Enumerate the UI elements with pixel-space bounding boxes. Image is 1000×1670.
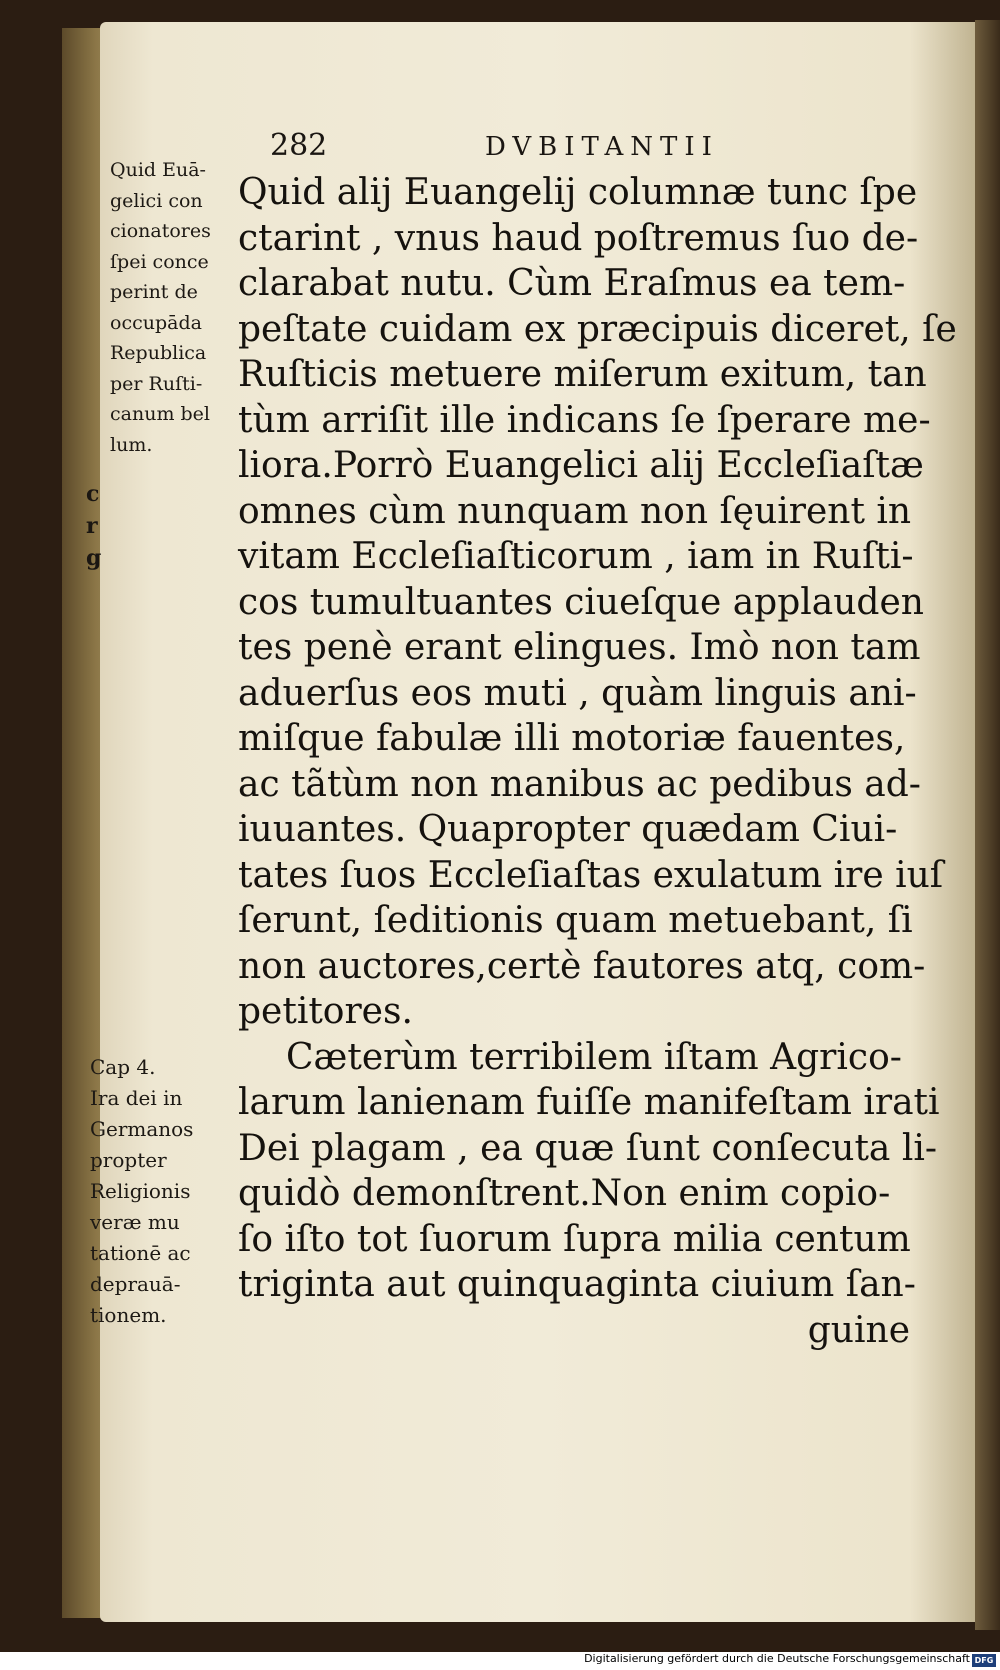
marginal-line: veræ mu xyxy=(90,1210,180,1234)
text-line: tates ſuos Eccleſiaſtas exulatum ire iuſ xyxy=(238,854,944,896)
text-line: tùm arriſit ille indicans ſe ſperare me- xyxy=(238,399,931,441)
marginal-line: Quid Euā- xyxy=(110,159,206,181)
text-line: Quid alij Euangelij columnæ tunc ſpe xyxy=(238,172,918,213)
text-line: triginta aut quinquaginta ciuium ſan- xyxy=(238,1264,916,1305)
text-line: liora.Porrò Euangelici alij Eccleſiaſtæ xyxy=(238,445,924,486)
text-line: ac tãtùm non manibus ac pedibus ad- xyxy=(238,763,921,805)
marginal-line: tionem. xyxy=(90,1303,167,1327)
marginal-line: ſpei conce xyxy=(110,250,209,273)
marginal-line: gelici con xyxy=(110,189,203,212)
text-line: aduerſus eos muti , quàm linguis ani- xyxy=(238,672,917,714)
text-line: ſerunt, ſeditionis quam metuebant, ſi xyxy=(238,900,913,941)
digitization-footer xyxy=(0,1652,1000,1670)
text-line: ſo iſto tot ſuorum ſupra milia centum xyxy=(238,1218,911,1260)
text-line: quidò demonſtrent.Non enim copio- xyxy=(238,1173,891,1214)
marginal-line: Germanos xyxy=(90,1117,194,1141)
marginal-line: perint de xyxy=(110,281,198,303)
edge-letter: r xyxy=(86,513,98,539)
text-line: tes penè erant elingues. Imò non tam xyxy=(238,627,921,668)
marginal-line: Religionis xyxy=(90,1179,191,1203)
text-line: cos tumultuantes ciueſque applauden xyxy=(238,581,924,623)
marginal-line: occupāda xyxy=(110,311,202,334)
main-text-block xyxy=(238,170,957,1353)
dfg-logo-icon: DFG xyxy=(972,1654,996,1667)
marginal-line: per Ruſti- xyxy=(110,372,203,395)
text-line: vitam Eccleſiaſticorum , iam in Ruſti- xyxy=(238,536,914,577)
page-number: 282 xyxy=(270,128,328,163)
marginal-line: tationē ac xyxy=(90,1241,191,1265)
text-line: iuuantes. Quapropter quædam Ciui- xyxy=(238,809,898,850)
text-line: miſque fabulæ illi motoriæ fauentes, xyxy=(238,718,906,759)
running-head: DVBITANTII xyxy=(485,132,719,162)
text-line: ctarint , vnus haud poſtremus ſuo de- xyxy=(238,217,919,259)
catchword: guine xyxy=(807,1309,910,1351)
text-line: omnes cùm nunquam non ſęuirent in xyxy=(238,490,912,532)
marginal-line: Cap 4. xyxy=(90,1055,156,1079)
edge-letter: g xyxy=(86,545,102,571)
page-right-edge xyxy=(975,20,1000,1630)
marginal-line: propter xyxy=(90,1148,167,1172)
marginal-line: cionatores xyxy=(110,220,211,242)
marginal-line: Ira dei in xyxy=(90,1086,183,1110)
edge-letter: c xyxy=(86,481,100,507)
text-line: Dei plagam , ea quæ ſunt conſecuta li- xyxy=(238,1127,938,1169)
footer-credit: Digitalisierung gefördert durch die Deutsche Forschungsgemeinschaft xyxy=(584,1652,970,1665)
text-line: petitores. xyxy=(238,991,413,1032)
marginal-line: canum bel xyxy=(110,403,210,425)
text-line: Ruſticis metuere miſerum exitum, tan xyxy=(238,354,927,395)
marginal-line: lum. xyxy=(110,433,153,456)
marginal-line: Republica xyxy=(110,342,207,364)
text-line: peſtate cuidam ex præcipuis diceret, ſe xyxy=(238,308,957,350)
marginal-line: deprauā- xyxy=(90,1272,181,1296)
text-line-paragraph-start: Cæterùm terribilem iſtam Agrico- xyxy=(286,1036,902,1078)
text-line: clarabat nutu. Cùm Eraſmus ea tem- xyxy=(238,263,906,304)
text-line: larum lanienam fuiſſe manifeſtam irati xyxy=(238,1082,940,1123)
edge-letters xyxy=(86,478,101,574)
page-header xyxy=(270,128,770,168)
marginal-note-2 xyxy=(90,1052,240,1331)
text-line: non auctores,certè fautores atq, com- xyxy=(238,945,926,987)
